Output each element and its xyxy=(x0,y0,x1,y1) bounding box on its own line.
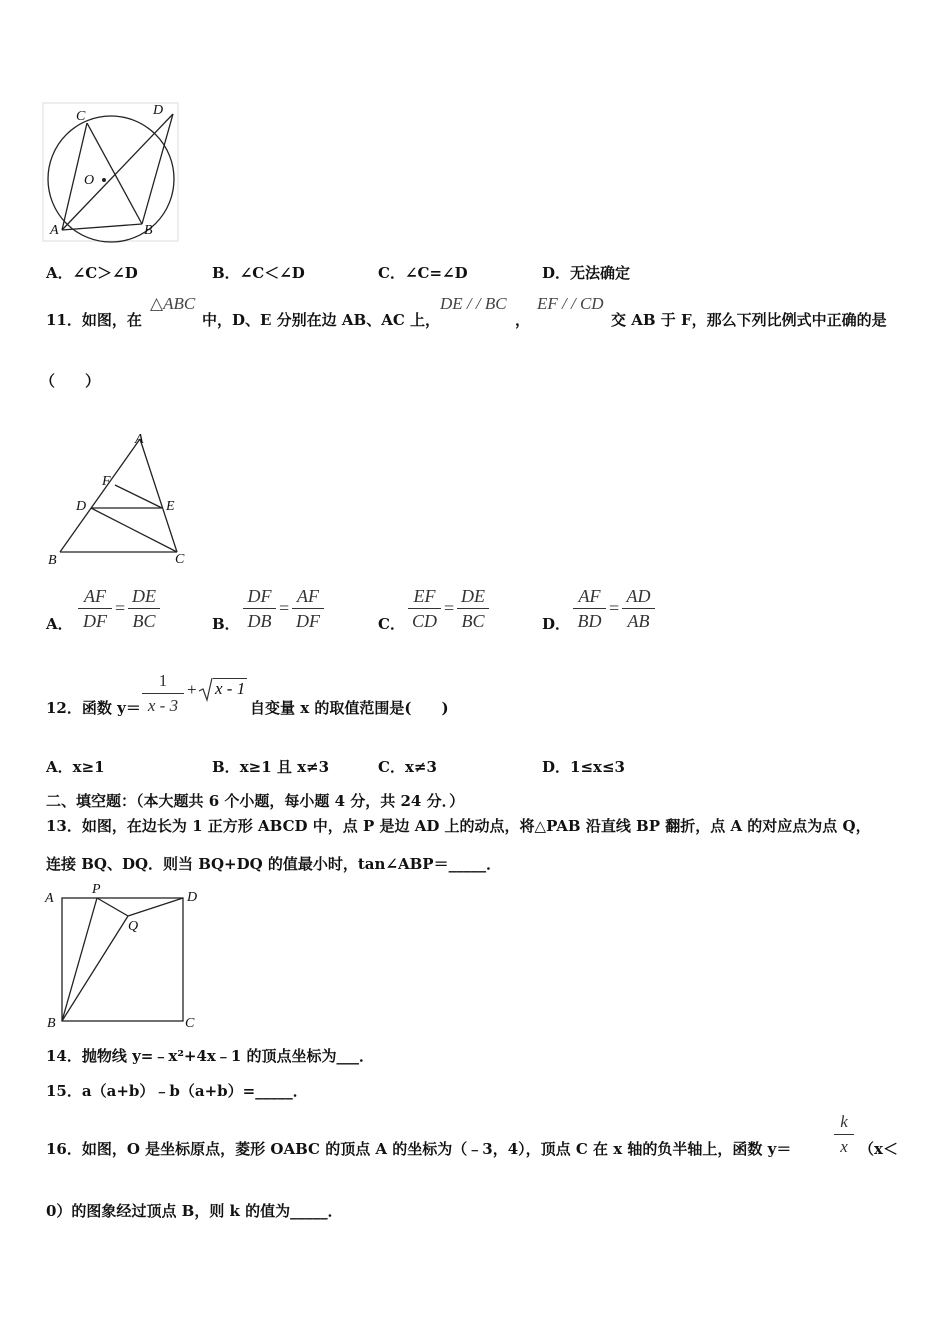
q12-plus: + xyxy=(187,680,197,699)
q12-option-a: A．x≥1 xyxy=(46,758,105,776)
q11-option-c-equals: = xyxy=(444,598,455,618)
q11-option-a-frac1: AF DF xyxy=(78,585,112,632)
q11-option-d-frac2: AD AB xyxy=(622,585,655,632)
q12-number-pre: 12．函数 y＝ xyxy=(46,699,141,717)
q13-label-b: B xyxy=(47,1016,56,1031)
q11-post: 交 AB 于 F，那么下列比例式中正确的是 xyxy=(611,311,887,329)
q14: 14．抛物线 y=﹣x²+4x﹣1 的顶点坐标为___． xyxy=(46,1047,375,1065)
q13-label-p: P xyxy=(92,882,101,897)
q10-label-d: D xyxy=(153,103,164,118)
q11-option-a-frac2: DE BC xyxy=(128,585,160,632)
q10-figure xyxy=(40,100,180,240)
q16-line-1-pre: 16．如图，O 是坐标原点，菱形 OABC 的顶点 A 的坐标为（﹣3，4），顶点 C 在 x 轴的负半轴上，函数 y＝ xyxy=(46,1140,792,1158)
q13-label-c: C xyxy=(185,1016,195,1031)
q11-triangle: △ABC xyxy=(150,294,196,313)
q11-label-e: E xyxy=(166,499,175,514)
q11-option-d-equals: = xyxy=(609,598,620,618)
q10-option-d: D．无法确定 xyxy=(542,264,631,282)
q12-sqrt-body: x - 1 xyxy=(215,679,246,698)
q11-option-c-letter: C． xyxy=(378,615,405,633)
q11-option-d-letter: D． xyxy=(542,615,571,633)
q11-label-f: F xyxy=(102,474,111,489)
q11-label-c: C xyxy=(175,552,185,567)
q12-option-d: D．1≤x≤3 xyxy=(542,758,625,776)
q10-label-b: B xyxy=(144,223,153,238)
q11-comma: ， xyxy=(515,311,531,329)
q11-option-d-frac1: AF BD xyxy=(573,585,606,632)
q16-fraction: k x xyxy=(834,1111,854,1158)
q11-option-a-letter: A． xyxy=(46,615,73,633)
q11-label-a: A xyxy=(135,432,144,447)
q11-option-b-letter: B． xyxy=(212,615,240,633)
q11-label-b: B xyxy=(48,553,57,568)
section-2-heading: 二、填空题：（本大题共 6 个小题，每小题 4 分，共 24 分．） xyxy=(46,792,465,810)
q13-label-d: D xyxy=(187,890,198,905)
q13-label-q: Q xyxy=(128,919,139,934)
q12-sqrt-sign xyxy=(199,678,213,702)
q13-label-a: A xyxy=(45,891,54,906)
q13-line-2: 连接 BQ、DQ．则当 BQ+DQ 的值最小时，tan∠ABP＝_____． xyxy=(46,855,502,873)
q10-option-c: C．∠C=∠D xyxy=(378,264,468,282)
q11-cond1: DE / / BC xyxy=(440,294,507,313)
q11-option-b-frac2: AF DF xyxy=(292,585,324,632)
q11-number-pre: 11．如图，在 xyxy=(46,311,142,329)
q13-line-1: 13．如图，在边长为 1 正方形 ABCD 中，点 P 是边 AD 上的动点，将△PAB 沿直线 BP 翻折，点 A 的对应点为点 Q， xyxy=(46,817,871,835)
q12-option-c: C．x≠3 xyxy=(378,758,437,776)
q16-line-2: 0）的图象经过顶点 B，则 k 的值为_____． xyxy=(46,1202,343,1220)
q11-mid: 中，D、E 分别在边 AB、AC 上， xyxy=(202,311,441,329)
q10-label-a: A xyxy=(50,223,59,238)
q11-option-c-frac1: EF CD xyxy=(408,585,441,632)
q11-option-b-frac1: DF DB xyxy=(243,585,276,632)
q11-paren: （ ） xyxy=(40,372,101,390)
q10-label-c: C xyxy=(76,109,86,124)
q16-line-1-post: （x＜ xyxy=(859,1140,898,1158)
q11-figure xyxy=(44,430,194,568)
q10-option-b: B．∠C＜∠D xyxy=(212,264,305,282)
q11-option-b-equals: = xyxy=(279,598,290,618)
q11-label-d: D xyxy=(76,499,87,514)
q13-figure xyxy=(42,880,212,1031)
q11-cond2: EF / / CD xyxy=(537,294,604,313)
q12-fraction: 1 x - 3 xyxy=(142,670,184,717)
q15: 15．a（a+b）﹣b（a+b）=_____． xyxy=(46,1082,308,1100)
q11-option-c-frac2: DE BC xyxy=(457,585,489,632)
q10-option-a: A．∠C＞∠D xyxy=(46,264,138,282)
q12-option-b: B．x≥1 且 x≠3 xyxy=(212,758,330,776)
q11-option-a-equals: = xyxy=(115,598,126,618)
q12-post: 自变量 x 的取值范围是( ) xyxy=(250,699,449,717)
q10-label-o: O xyxy=(84,173,95,188)
